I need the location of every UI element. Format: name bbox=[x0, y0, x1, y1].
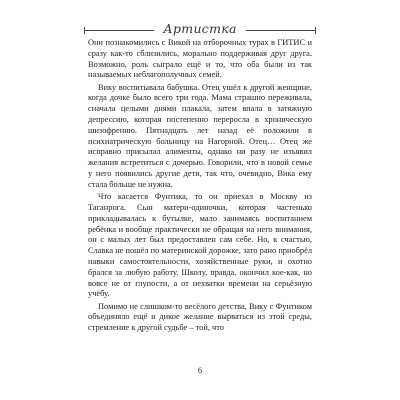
paragraph-2: Вику воспитывала бабушка. Отец ушёл к другой женщине, когда дочке было всего три года. Мама страшно переживала, сначала целыми днями плакала, затем впала в затяжную депрессию, которая постепенно переросла в хроническую шизофрению. Пятнадцать лет назад её положили в психиатрическую больницу на Нагорной. Отец… Отец же исправно присылал алименты, однако ни разу не изъявил желания встретиться с дочерью. Говорили, что в новой семье у него появились другие дети, так что, очевидно, Вика ему стала больше не нужна. bbox=[88, 82, 312, 189]
running-title: Артистка bbox=[163, 21, 237, 36]
paragraph-1: Они познакомились с Викой на отборочных турах в ГИТИС и сразу как-то сблизились, морально поддерживая друг друга. Возможно, роль сыграло ещё и то, что оба были из так называемых неблагополучных семей. bbox=[88, 38, 312, 80]
header-rule-left-end bbox=[84, 27, 89, 34]
body-text bbox=[88, 38, 312, 336]
paragraph-3: Что касается Фунтика, то он приехал в Москву из Таганрога. Сын матери-одиночки, которая частенько прикладывалась к бутылке, мало занимаясь воспитанием ребёнка и вообще практически не обращая на него внимания, он с малых лет был предоставлен сам себе. Но, к счастью, Славка не пошёл по материнской дорожке, зато рано приобрёл навыки самостоятельности, хозяйственные руки, и охотно брался за любую работу. Школу, правда, окончил кое-как, но вовсе не от глупости, а от нехватки времени на серьёзную учёбу. bbox=[88, 192, 312, 299]
header-rule-left bbox=[84, 30, 154, 31]
header-rule-right bbox=[246, 30, 316, 31]
page-number: 6 bbox=[197, 366, 203, 375]
paragraph-4: Помимо не слишком-то весёлого детства, Вику с Фунтиком объединяло ещё и дикое желание вырваться из этой среды, стремление к другой судьбе – той, что bbox=[88, 301, 312, 333]
header-rule-right-end bbox=[311, 27, 316, 34]
